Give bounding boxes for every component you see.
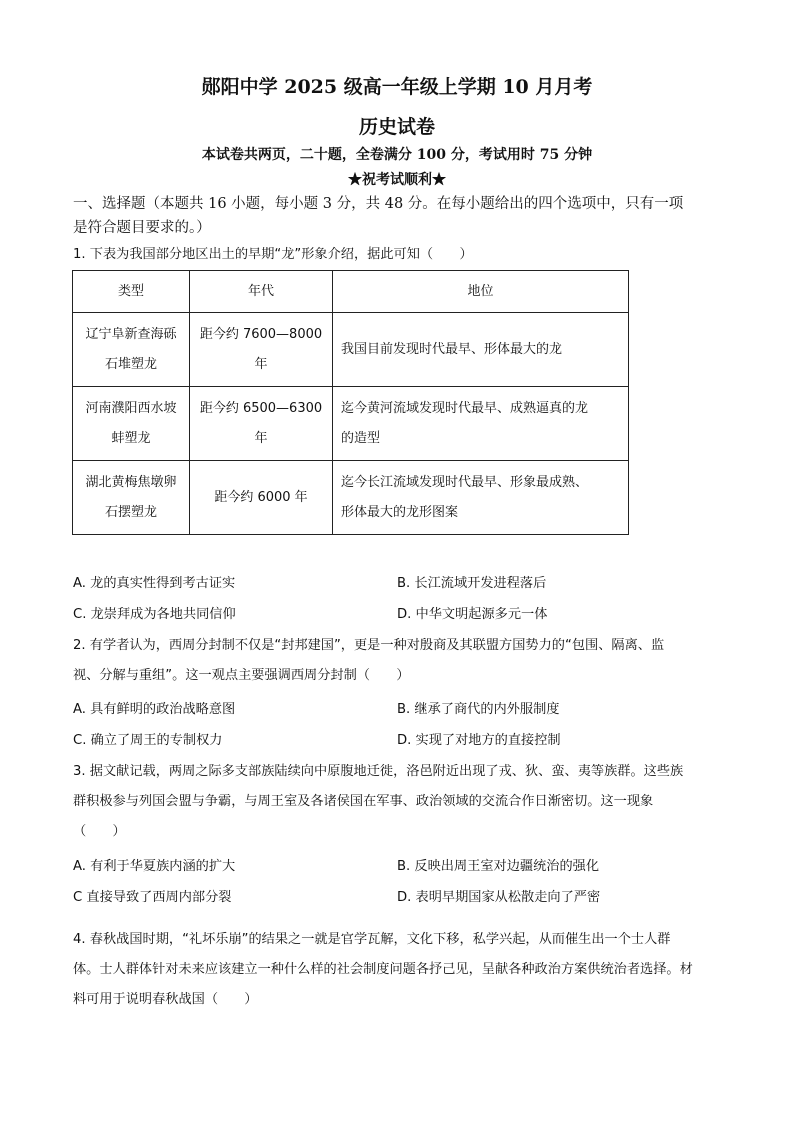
question-2-option-c[interactable]: C. 确立了周王的专制权力: [73, 733, 223, 748]
question-3-option-b[interactable]: B. 反映出周王室对边疆统治的强化: [397, 859, 600, 874]
exam-title: 郧阳中学 2025 级高一年级上学期 10 月月考: [201, 76, 593, 98]
question-1-option-b[interactable]: B. 长江流域开发进程落后: [397, 576, 547, 591]
question-3-stem-line1: 3. 据文献记载，两周之际多支部族陆续向中原腹地迁徙，洛邑附近出现了戎、狄、蛮、夷等族群。这些族: [73, 764, 684, 779]
question-2-option-a[interactable]: A. 具有鲜明的政治战略意图: [73, 702, 236, 717]
question-2-stem-line2: 视、分解与重组”。这一观点主要强调西周分封制（ ）: [73, 668, 410, 683]
exam-wish: ★祝考试顺利★: [348, 172, 446, 188]
exam-info: 本试卷共两页，二十题，全卷满分 100 分，考试用时 75 分钟: [201, 147, 593, 163]
section-instruction-line2: 是符合题目要求的。）: [73, 220, 211, 236]
table-row: [73, 387, 629, 461]
table-row: [73, 461, 629, 535]
table-cell-status: 迄今长江流域发现时代最早、形象最成熟、 形体最大的龙形图案: [333, 461, 629, 535]
question-1-option-a[interactable]: A. 龙的真实性得到考古证实: [73, 576, 236, 591]
question-1-option-c[interactable]: C. 龙崇拜成为各地共同信仰: [73, 607, 236, 622]
table-header-type: 类型: [73, 271, 190, 313]
question-2-option-d[interactable]: D. 实现了对地方的直接控制: [397, 733, 561, 748]
question-4-stem-line1: 4. 春秋战国时期，“礼坏乐崩”的结果之一就是官学瓦解，文化下移，私学兴起，从而催生出一个士人群: [73, 932, 671, 947]
question-4-stem-line2: 体。士人群体针对未来应该建立一种什么样的社会制度问题各抒己见，呈献各种政治方案供统治者选择。材: [73, 962, 693, 977]
table-cell-status: 迄今黄河流域发现时代最早、成熟逼真的龙 的造型: [333, 387, 629, 461]
question-3-option-d[interactable]: D. 表明早期国家从松散走向了严密: [397, 890, 601, 905]
table-header-row: [73, 271, 629, 313]
question-3-option-a[interactable]: A. 有利于华夏族内涵的扩大: [73, 859, 236, 874]
question-4-stem-line3: 料可用于说明春秋战国（ ）: [73, 992, 258, 1007]
question-1-table: [72, 270, 629, 535]
exam-subject: 历史试卷: [358, 116, 435, 138]
table-cell-type: 湖北黄梅焦墩卵 石摆塑龙: [73, 461, 190, 535]
section-instruction-line1: 一、选择题（本题共 16 小题，每小题 3 分，共 48 分。在每小题给出的四个选项中，只有一项: [73, 196, 684, 212]
question-3-stem-line2: 群积极参与列国会盟与争霸，与周王室及各诸侯国在军事、政治领域的交流合作日渐密切。这一现象: [73, 794, 654, 809]
table-cell-status: 我国目前发现时代最早、形体最大的龙: [333, 313, 629, 387]
table-row: [73, 313, 629, 387]
question-3-stem-line3: （ ）: [73, 824, 126, 839]
table-header-era: 年代: [190, 271, 333, 313]
table-cell-type: 河南濮阳西水坡 蚌塑龙: [73, 387, 190, 461]
table-cell-era: 距今约 6500—6300 年: [190, 387, 333, 461]
table-header-status: 地位: [333, 271, 629, 313]
question-2-stem-line1: 2. 有学者认为，西周分封制不仅是“封邦建国”，更是一种对殷商及其联盟方国势力的“包围、隔离、监: [73, 638, 665, 653]
question-3-option-c[interactable]: C 直接导致了西周内部分裂: [73, 890, 232, 905]
table-cell-era: 距今约 7600—8000 年: [190, 313, 333, 387]
table-cell-era: 距今约 6000 年: [190, 461, 333, 535]
question-1-option-d[interactable]: D. 中华文明起源多元一体: [397, 607, 548, 622]
table-cell-type: 辽宁阜新查海砾 石堆塑龙: [73, 313, 190, 387]
question-1-stem: 1. 下表为我国部分地区出土的早期“龙”形象介绍，据此可知（ ）: [73, 247, 473, 262]
question-2-option-b[interactable]: B. 继承了商代的内外服制度: [397, 702, 560, 717]
